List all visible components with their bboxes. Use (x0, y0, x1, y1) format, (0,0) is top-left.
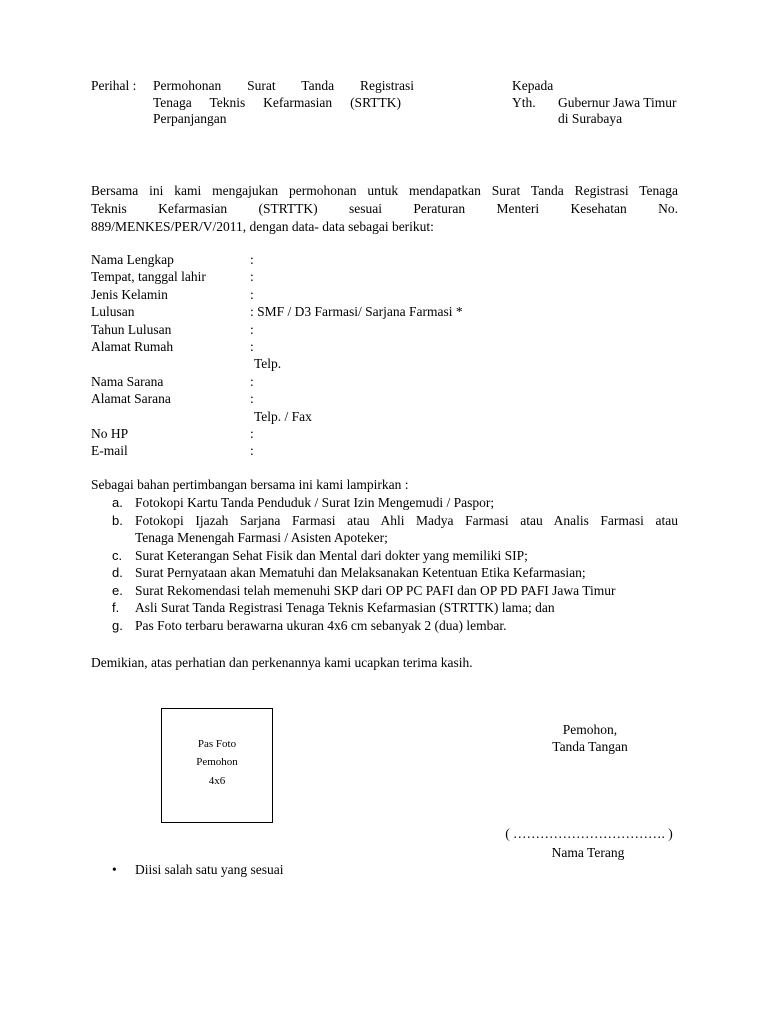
field-label: E-mail (91, 443, 128, 458)
field-value: : (250, 426, 254, 441)
attachment-text: Fotokopi Ijazah Sarjana Farmasi atau Ahli Madya Farmasi atau Analis Farmasi atau (135, 513, 678, 528)
perihal-label: Perihal : (91, 78, 137, 93)
field-value: : (250, 339, 254, 354)
footnote-bullet: • (112, 862, 117, 877)
footnote-text: Diisi salah satu yang sesuai (135, 862, 284, 877)
field-label: Alamat Sarana (91, 391, 171, 406)
field-label: Nama Lengkap (91, 252, 174, 267)
attachment-text: Tenaga Menengah Farmasi / Asisten Apoteker; (135, 530, 388, 545)
perihal-line-3: Perpanjangan (153, 111, 227, 126)
field-label: Tempat, tanggal lahir (91, 269, 206, 284)
field-value: : (250, 287, 254, 302)
intro-line-2: Teknis Kefarmasian (STRTTK) sesuai Peraturan Menteri Kesehatan No. (91, 201, 678, 216)
signature-pemohon: Pemohon, (562, 722, 618, 737)
photo-label-line-1: Pas Foto (197, 738, 237, 750)
perihal-line-1: Permohonan Surat Tanda Registrasi (153, 78, 414, 93)
field-label: Jenis Kelamin (91, 287, 168, 302)
field-value: Telp. (254, 356, 282, 371)
attachment-marker: f. (112, 600, 120, 615)
attachment-marker: b. (112, 513, 123, 528)
recipient-line-2: di Surabaya (558, 111, 623, 126)
field-value: : (250, 252, 254, 267)
field-value: Telp. / Fax (254, 409, 312, 424)
field-label: Nama Sarana (91, 374, 164, 389)
intro-line-1: Bersama ini kami mengajukan permohonan untuk mendapatkan Surat Tanda Registrasi Tenaga (91, 183, 678, 198)
field-value: : (250, 322, 254, 337)
field-value: : (250, 374, 254, 389)
signature-tanda-tangan: Tanda Tangan (552, 739, 628, 754)
attachment-text: Surat Keterangan Sehat Fisik dan Mental dari dokter yang memiliki SIP; (135, 548, 528, 563)
photo-box (161, 708, 273, 823)
field-value: : (250, 443, 254, 458)
attachment-text: Asli Surat Tanda Registrasi Tenaga Teknis Kefarmasian (STRTTK) lama; dan (135, 600, 555, 615)
yth-label: Yth. (512, 95, 536, 110)
attachment-text: Fotokopi Kartu Tanda Penduduk / Surat Izin Mengemudi / Paspor; (135, 495, 495, 510)
signature-nama-terang: Nama Terang (551, 845, 625, 860)
field-label: Alamat Rumah (91, 339, 174, 354)
field-value: : (250, 269, 254, 284)
recipient-line-1: Gubernur Jawa Timur (558, 95, 677, 110)
attachment-marker: g. (112, 618, 123, 633)
attachment-marker: e. (112, 583, 123, 598)
field-label: No HP (91, 426, 129, 441)
closing-text: Demikian, atas perhatian dan perkenannya kami ucapkan terima kasih. (91, 655, 473, 670)
signature-name-placeholder: ( ……………………………. ) (505, 826, 673, 841)
attachment-text: Surat Rekomendasi telah memenuhi SKP dari OP PC PAFI dan OP PD PAFI Jawa Timur (135, 583, 616, 598)
field-label: Lulusan (91, 304, 135, 319)
attachment-marker: d. (112, 565, 123, 580)
attachment-marker: c. (112, 548, 123, 563)
kepada-label: Kepada (512, 78, 554, 93)
perihal-line-2: Tenaga Teknis Kefarmasian (SRTTK) (153, 95, 401, 110)
field-value: : (250, 391, 254, 406)
photo-label-line-2: Pemohon (196, 756, 238, 768)
intro-line-3: 889/MENKES/PER/V/2011, dengan data- data sebagai berikut: (91, 219, 434, 234)
field-value: : SMF / D3 Farmasi/ Sarjana Farmasi * (250, 304, 463, 319)
photo-label-line-3: 4x6 (208, 775, 226, 787)
attachment-marker: a. (112, 495, 123, 510)
attachment-text: Pas Foto terbaru berawarna ukuran 4x6 cm sebanyak 2 (dua) lembar. (135, 618, 507, 633)
field-label: Tahun Lulusan (91, 322, 172, 337)
attachments-intro: Sebagai bahan pertimbangan bersama ini kami lampirkan : (91, 477, 409, 492)
attachment-text: Surat Pernyataan akan Mematuhi dan Melaksanakan Ketentuan Etika Kefarmasian; (135, 565, 586, 580)
